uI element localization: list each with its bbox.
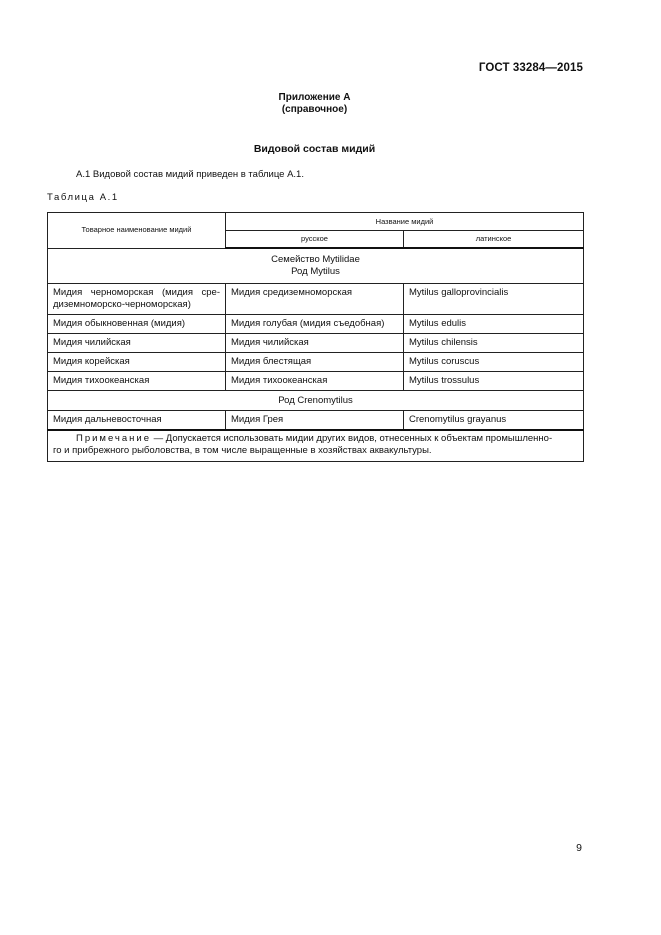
trade-name-cell (48, 284, 226, 315)
group-row-mytilidae (48, 248, 584, 284)
russian-name-cell: Мидия голубая (мидия съедобная) (226, 315, 404, 334)
russian-name-cell: Мидия тихоокеанская (226, 372, 404, 391)
russian-name-cell: Мидия чилийская (226, 334, 404, 353)
genus-label: Род Mytilus (291, 266, 340, 277)
group-row-crenomytilus (48, 391, 584, 411)
intro-paragraph: А.1 Видовой состав мидий приведен в таблице А.1. (76, 169, 304, 180)
trade-name-cell: Мидия чилийская (48, 334, 226, 353)
family-label: Семейство Mytilidae (271, 254, 360, 265)
genus-label: Род Crenomytilus (48, 391, 584, 411)
page-number: 9 (576, 842, 582, 854)
trade-name-line: диземноморско-черноморская) (53, 299, 191, 310)
mussel-species-table (47, 212, 584, 462)
header-russian: русское (226, 231, 404, 249)
table-row (48, 353, 584, 372)
note-text: — Допускается использовать мидии других видов, отнесенных к объектам промышленно- (151, 433, 553, 444)
header-trade-name: Товарное наименование мидий (48, 213, 226, 249)
table-note (48, 430, 584, 462)
latin-name-cell: Crenomytilus grayanus (404, 411, 584, 431)
appendix-subtitle: (справочное) (281, 104, 348, 115)
table-row (48, 411, 584, 431)
table-row (48, 284, 584, 315)
trade-name-cell: Мидия тихоокеанская (48, 372, 226, 391)
note-row (48, 430, 584, 462)
section-title: Видовой состав мидий (253, 143, 376, 155)
note-text-continued: го и прибрежного рыболовства, в том числе выращенные в хозяйствах аквакультуры. (53, 445, 432, 456)
trade-name-cell: Мидия корейская (48, 353, 226, 372)
latin-name-cell: Mytilus edulis (404, 315, 584, 334)
note-label: Примечание (76, 433, 151, 444)
table-row (48, 315, 584, 334)
russian-name-cell: Мидия блестящая (226, 353, 404, 372)
table-label: Таблица А.1 (47, 192, 119, 203)
appendix-title: Приложение А (278, 92, 351, 103)
header-name-group: Название мидий (226, 213, 584, 231)
header-latin: латинское (404, 231, 584, 249)
appendix-heading (0, 92, 629, 116)
table-row (48, 372, 584, 391)
trade-name-cell: Мидия дальневосточная (48, 411, 226, 431)
trade-name-line: Мидия черноморская (мидия сре- (53, 287, 220, 298)
russian-name-cell: Мидия средиземноморская (226, 284, 404, 315)
latin-name-cell: Mytilus galloprovincialis (404, 284, 584, 315)
trade-name-cell: Мидия обыкновенная (мидия) (48, 315, 226, 334)
latin-name-cell: Mytilus coruscus (404, 353, 584, 372)
latin-name-cell: Mytilus trossulus (404, 372, 584, 391)
latin-name-cell: Mytilus chilensis (404, 334, 584, 353)
document-id: ГОСТ 33284—2015 (478, 62, 583, 74)
table-row (48, 334, 584, 353)
russian-name-cell: Мидия Грея (226, 411, 404, 431)
